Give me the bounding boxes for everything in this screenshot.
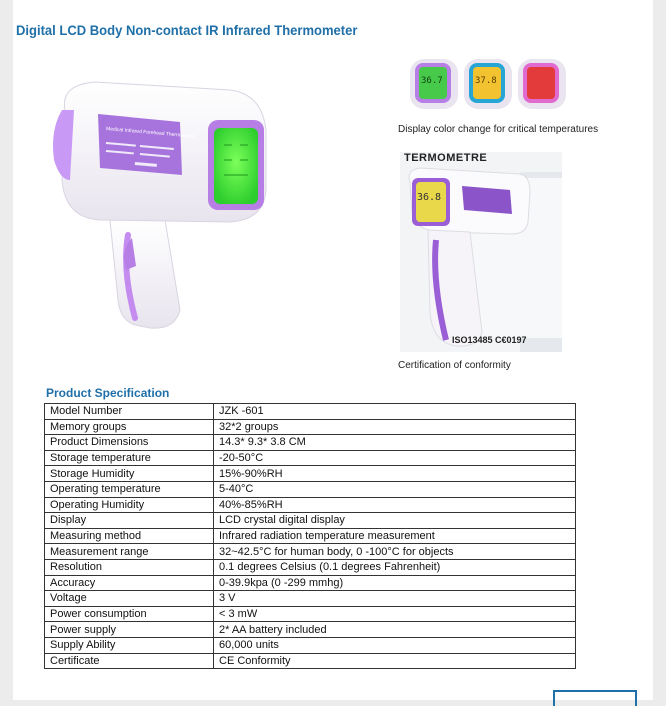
spec-heading: Product Specification	[46, 386, 170, 400]
thermometer-photo	[400, 152, 562, 352]
corner-frame	[553, 690, 637, 706]
red-screen	[527, 67, 555, 99]
spec-key: Memory groups	[45, 419, 214, 435]
spec-value: CE Conformity	[214, 653, 576, 669]
spec-key: Power supply	[45, 622, 214, 638]
box-brand-text: TERMOMETRE	[404, 152, 488, 164]
table-row	[45, 591, 576, 607]
spec-key: Measurement range	[45, 544, 214, 560]
table-row	[45, 559, 576, 575]
spec-value: 32~42.5°C for human body, 0 -100°C for objects	[214, 544, 576, 560]
certificate-caption: Certification of conformity	[398, 360, 511, 371]
table-row	[45, 404, 576, 420]
iso-ce-mark: ISO13485 C€0197	[452, 335, 527, 345]
spec-key: Storage Humidity	[45, 466, 214, 482]
spec-key: Voltage	[45, 591, 214, 607]
table-row	[45, 622, 576, 638]
device-label-text: Medical Infrared Forehead Thermometer	[105, 126, 196, 140]
spec-key: Product Dimensions	[45, 435, 214, 451]
spec-key: Power consumption	[45, 606, 214, 622]
yellow-screen-reading: 37.8	[475, 76, 497, 86]
spec-value: 60,000 units	[214, 637, 576, 653]
spec-key: Operating Humidity	[45, 497, 214, 513]
spec-value: 40%-85%RH	[214, 497, 576, 513]
table-row	[45, 544, 576, 560]
table-row	[45, 653, 576, 669]
document-title: Digital LCD Body Non-contact IR Infrared Thermometer	[16, 22, 358, 38]
spec-value: 15%-90%RH	[214, 466, 576, 482]
spec-key: Operating temperature	[45, 481, 214, 497]
spec-value: LCD crystal digital display	[214, 513, 576, 529]
color-change-caption: Display color change for critical temperatures	[398, 124, 599, 135]
spec-key: Supply Ability	[45, 637, 214, 653]
spec-table	[44, 403, 576, 669]
spec-key: Accuracy	[45, 575, 214, 591]
spec-value: 2* AA battery included	[214, 622, 576, 638]
table-row	[45, 637, 576, 653]
spec-value: < 3 mW	[214, 606, 576, 622]
table-row	[45, 513, 576, 529]
spec-value: 14.3* 9.3* 3.8 CM	[214, 435, 576, 451]
spec-key: Certificate	[45, 653, 214, 669]
table-row	[45, 575, 576, 591]
spec-value: 0.1 degrees Celsius (0.1 degrees Fahrenheit)	[214, 559, 576, 575]
spec-key: Measuring method	[45, 528, 214, 544]
spec-value: JZK -601	[214, 404, 576, 420]
spec-key: Model Number	[45, 404, 214, 420]
spec-key: Display	[45, 513, 214, 529]
spec-key: Storage temperature	[45, 450, 214, 466]
spec-value: 0-39.9kpa (0 -299 mmhg)	[214, 575, 576, 591]
photo-screen-reading: 36.8	[417, 192, 442, 203]
table-row	[45, 528, 576, 544]
table-row	[45, 606, 576, 622]
thermometer-product-image	[40, 70, 320, 350]
certificate-photo	[400, 152, 562, 352]
spec-value: 32*2 groups	[214, 419, 576, 435]
table-row	[45, 435, 576, 451]
spec-value: 3 V	[214, 591, 576, 607]
table-row	[45, 466, 576, 482]
green-screen-reading: 36.7	[421, 76, 443, 86]
table-row	[45, 481, 576, 497]
spec-value: 5-40°C	[214, 481, 576, 497]
spec-key: Resolution	[45, 559, 214, 575]
spec-value: -20-50°C	[214, 450, 576, 466]
table-row	[45, 450, 576, 466]
color-change-image	[398, 55, 583, 113]
spec-value: Infrared radiation temperature measurement	[214, 528, 576, 544]
table-row	[45, 419, 576, 435]
table-row	[45, 497, 576, 513]
